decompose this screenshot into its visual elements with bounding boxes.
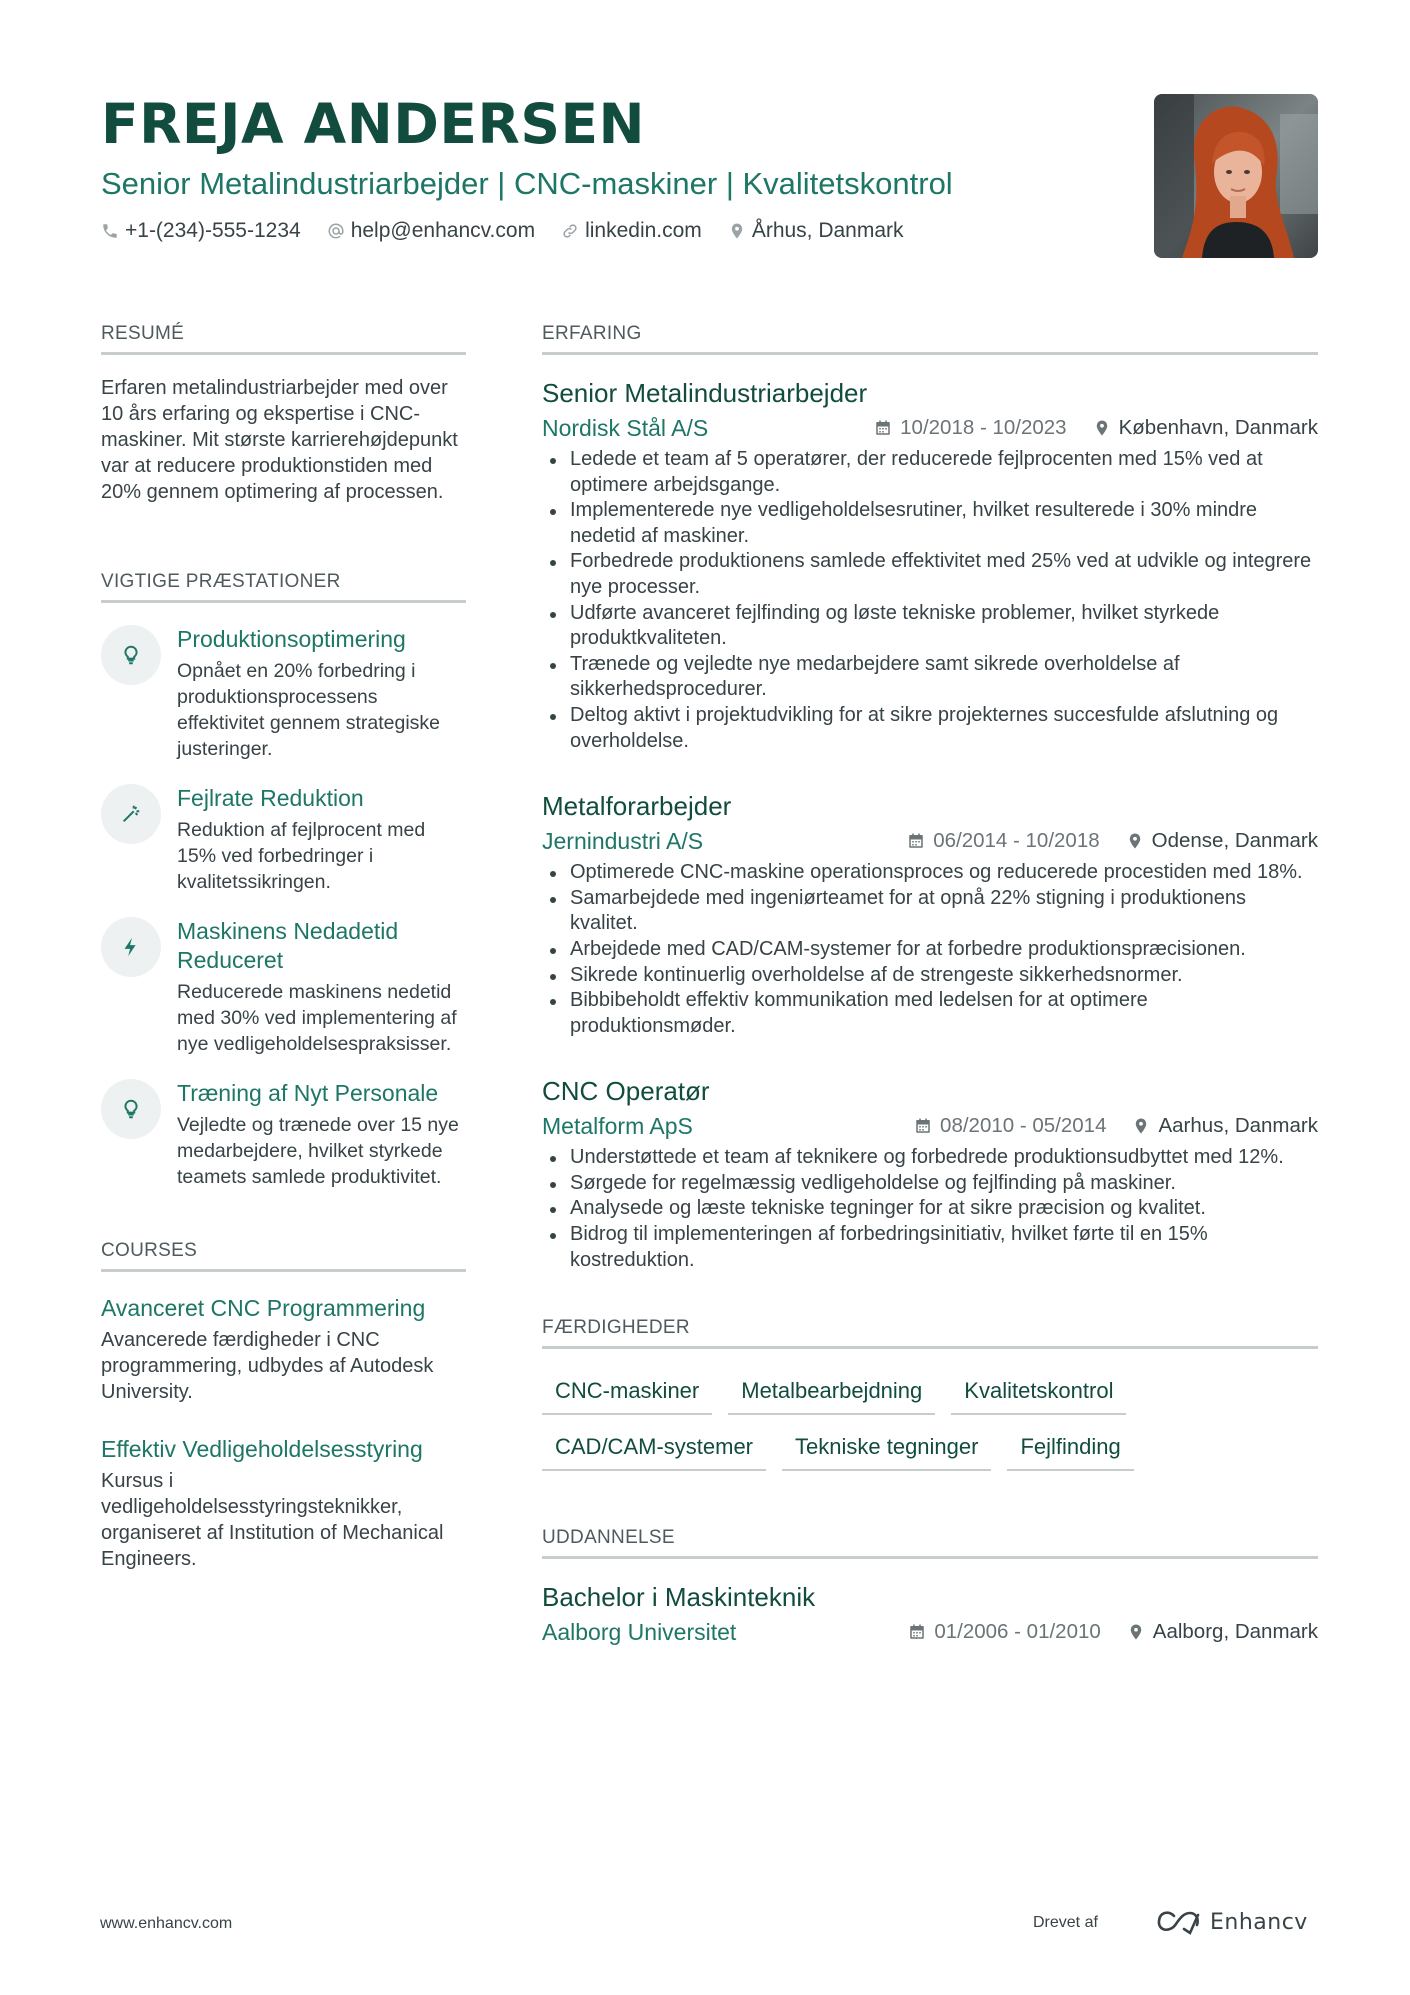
skills-row	[542, 1361, 1318, 1415]
achievement-title: Fejlrate Reduktion	[177, 785, 364, 811]
achievement-item	[101, 625, 466, 762]
location-pin-icon	[1093, 419, 1111, 437]
bullet-item: Bibbibeholdt effektiv kommunikation med ledelsen for at optimere produktionsmøder.	[542, 988, 1318, 1039]
contact-bar	[101, 219, 1101, 243]
enhancv-logo-text: Enhancv	[1210, 1909, 1308, 1935]
job-location: Odense, Danmark	[1126, 829, 1318, 853]
experience-section	[542, 323, 1318, 1273]
bullet-item: Implementerede nye vedligeholdelsesrutiner, hvilket resulterede i 30% mindre nedetid af maskiner.	[542, 498, 1318, 549]
education-location: Aalborg, Danmark	[1127, 1620, 1318, 1644]
link-icon	[561, 222, 579, 240]
education-section	[542, 1527, 1318, 1647]
contact-linkedin-text: linkedin.com	[585, 219, 702, 242]
skills-section	[542, 1317, 1318, 1471]
education-heading: UDDANNELSE	[542, 1527, 1318, 1559]
left-column	[101, 323, 466, 1572]
calendar-icon	[907, 832, 925, 850]
school-name: Aalborg Universitet	[542, 1619, 737, 1646]
degree-title: Bachelor i Maskinteknik	[542, 1582, 816, 1613]
contact-email-text: help@enhancv.com	[350, 219, 536, 242]
resume-header	[101, 92, 1101, 243]
job-bullets	[542, 860, 1318, 1039]
phone-icon	[101, 222, 119, 240]
summary-text: Erfaren metalindustriarbejder med over 10 års erfaring og ekspertise i CNC-maskiner. Mit største karrierehøjdepunkt var at reducere produktionstiden med 20% gennem optimering af processen.	[101, 377, 458, 503]
course-title: Effektiv Vedligeholdelsesstyring	[101, 1436, 423, 1462]
skill-tag: Fejlfinding	[1007, 1427, 1133, 1471]
job-location: Aarhus, Danmark	[1132, 1114, 1318, 1138]
company-name: Jernindustri A/S	[542, 828, 704, 855]
achievement-title: Maskinens Nedadetid Reduceret	[177, 918, 399, 973]
bullet-item: Trænede og vejledte nye medarbejdere samt sikrede overholdelse af sikkerhedsprocedurer.	[542, 652, 1318, 703]
achievements-heading: VIGTIGE PRÆSTATIONER	[101, 571, 466, 603]
contact-linkedin[interactable]	[561, 219, 702, 243]
bullet-item: Understøttede et team af teknikere og forbedrede produktionsudbyttet med 12%.	[542, 1145, 1318, 1171]
bullet-item: Bidrog til implementeringen af forbedringsinitiativ, hvilket førte til en 15% kostreduktion.	[542, 1222, 1318, 1273]
candidate-name: FREJA ANDERSEN	[101, 92, 646, 156]
skill-tag: Tekniske tegninger	[782, 1427, 991, 1471]
achievement-title: Produktionsoptimering	[177, 626, 406, 652]
bullet-item: Deltog aktivt i projektudvikling for at sikre projekternes succesfulde afslutning og overholdelse.	[542, 703, 1318, 754]
bullet-item: Ledede et team af 5 operatører, der reducerede fejlprocenten med 15% ved at optimere arbejdsgange.	[542, 447, 1318, 498]
bullet-item: Forbedrede produktionens samlede effektivitet med 25% ved at udvikle og integrere nye processer.	[542, 549, 1318, 600]
lightbulb-icon	[101, 1079, 161, 1139]
location-pin-icon	[1126, 832, 1144, 850]
contact-phone[interactable]	[101, 219, 301, 243]
job-bullets	[542, 1145, 1318, 1273]
skill-tag: CAD/CAM-systemer	[542, 1427, 766, 1471]
job-location: København, Danmark	[1093, 416, 1318, 440]
contact-location-text: Århus, Danmark	[751, 219, 904, 242]
candidate-headline: Senior Metalindustriarbejder | CNC-maskiner | Kvalitetskontrol	[101, 166, 953, 201]
skill-tag: CNC-maskiner	[542, 1371, 712, 1415]
location-pin-icon	[1132, 1117, 1150, 1135]
skill-tag: Kvalitetskontrol	[951, 1371, 1126, 1415]
page-footer	[100, 1911, 1320, 1941]
job-entry	[542, 790, 1318, 1039]
job-entry	[542, 1075, 1318, 1273]
achievements-section	[101, 571, 466, 1190]
job-title: Metalforarbejder	[542, 791, 732, 822]
courses-section	[101, 1240, 466, 1572]
course-item	[101, 1435, 466, 1572]
achievement-item	[101, 784, 466, 895]
achievement-description: Vejledte og trænede over 15 nye medarbejdere, hvilket styrkede teamets samlede produktivitet.	[177, 1114, 459, 1188]
experience-heading: ERFARING	[542, 323, 1318, 355]
job-title: Senior Metalindustriarbejder	[542, 378, 868, 408]
job-bullets	[542, 447, 1318, 754]
right-column	[542, 323, 1318, 1647]
achievement-description: Opnået en 20% forbedring i produktionsprocessens effektivitet gennem strategiske justeringer.	[177, 660, 441, 760]
location-pin-icon	[1127, 1623, 1145, 1641]
summary-section	[101, 323, 466, 505]
lightbulb-icon	[101, 625, 161, 685]
achievement-description: Reduktion af fejlprocent med 15% ved forbedringer i kvalitetssikringen.	[177, 819, 426, 893]
skills-heading: FÆRDIGHEDER	[542, 1317, 1318, 1349]
contact-email[interactable]	[327, 219, 535, 243]
footer-powered-by: Drevet af	[1033, 1914, 1098, 1931]
course-description: Avancerede færdigheder i CNC programmering, udbydes af Autodesk University.	[101, 1329, 434, 1403]
lightning-icon	[101, 917, 161, 977]
contact-location	[728, 219, 904, 243]
skills-row	[542, 1417, 1318, 1471]
course-title: Avanceret CNC Programmering	[101, 1295, 426, 1321]
magic-wand-icon	[101, 784, 161, 844]
calendar-icon	[914, 1117, 932, 1135]
summary-heading: RESUMÉ	[101, 323, 466, 355]
bullet-item: Samarbejdede med ingeniørteamet for at opnå 22% stigning i produktionens kvalitet.	[542, 886, 1318, 937]
enhancv-logo-icon	[1154, 1907, 1202, 1937]
at-icon	[327, 222, 345, 240]
calendar-icon	[908, 1623, 926, 1641]
job-dates: 08/2010 - 05/2014	[914, 1114, 1106, 1138]
profile-photo	[1154, 94, 1318, 258]
contact-phone-text: +1-(234)-555-1234	[125, 219, 301, 242]
job-title: CNC Operatør	[542, 1076, 710, 1107]
company-name: Metalform ApS	[542, 1113, 693, 1140]
bullet-item: Arbejdede med CAD/CAM-systemer for at forbedre produktionspræcisionen.	[542, 937, 1318, 963]
job-dates: 06/2014 - 10/2018	[907, 829, 1099, 853]
achievement-description: Reducerede maskinens nedetid med 30% ved implementering af nye vedligeholdelsespraksisser.	[177, 981, 457, 1055]
achievement-item	[101, 917, 466, 1057]
achievement-item	[101, 1079, 466, 1190]
enhancv-logo[interactable]	[1154, 1907, 1308, 1937]
courses-heading: COURSES	[101, 1240, 466, 1272]
education-dates: 01/2006 - 01/2010	[908, 1620, 1100, 1644]
skill-tag: Metalbearbejdning	[728, 1371, 935, 1415]
bullet-item: Udførte avanceret fejlfinding og løste tekniske problemer, hvilket styrkede produktkvaliteten.	[542, 601, 1318, 652]
course-description: Kursus i vedligeholdelsesstyringsteknikker, organiseret af Institution of Mechanical Engineers.	[101, 1470, 444, 1570]
course-item	[101, 1294, 466, 1405]
bullet-item: Analysede og læste tekniske tegninger for at sikre præcision og kvalitet.	[542, 1196, 1318, 1222]
achievement-title: Træning af Nyt Personale	[177, 1080, 439, 1106]
bullet-item: Optimerede CNC-maskine operationsproces og reducerede procestiden med 18%.	[542, 860, 1318, 886]
bullet-item: Sørgede for regelmæssig vedligeholdelse og fejlfinding på maskiner.	[542, 1171, 1318, 1197]
job-dates: 10/2018 - 10/2023	[874, 416, 1066, 440]
company-name: Nordisk Stål A/S	[542, 415, 709, 441]
calendar-icon	[874, 419, 892, 437]
location-pin-icon	[728, 222, 746, 240]
job-entry	[542, 377, 1318, 754]
footer-url[interactable]: www.enhancv.com	[100, 1915, 233, 1932]
bullet-item: Sikrede kontinuerlig overholdelse af de strengeste sikkerhedsnormer.	[542, 963, 1318, 989]
